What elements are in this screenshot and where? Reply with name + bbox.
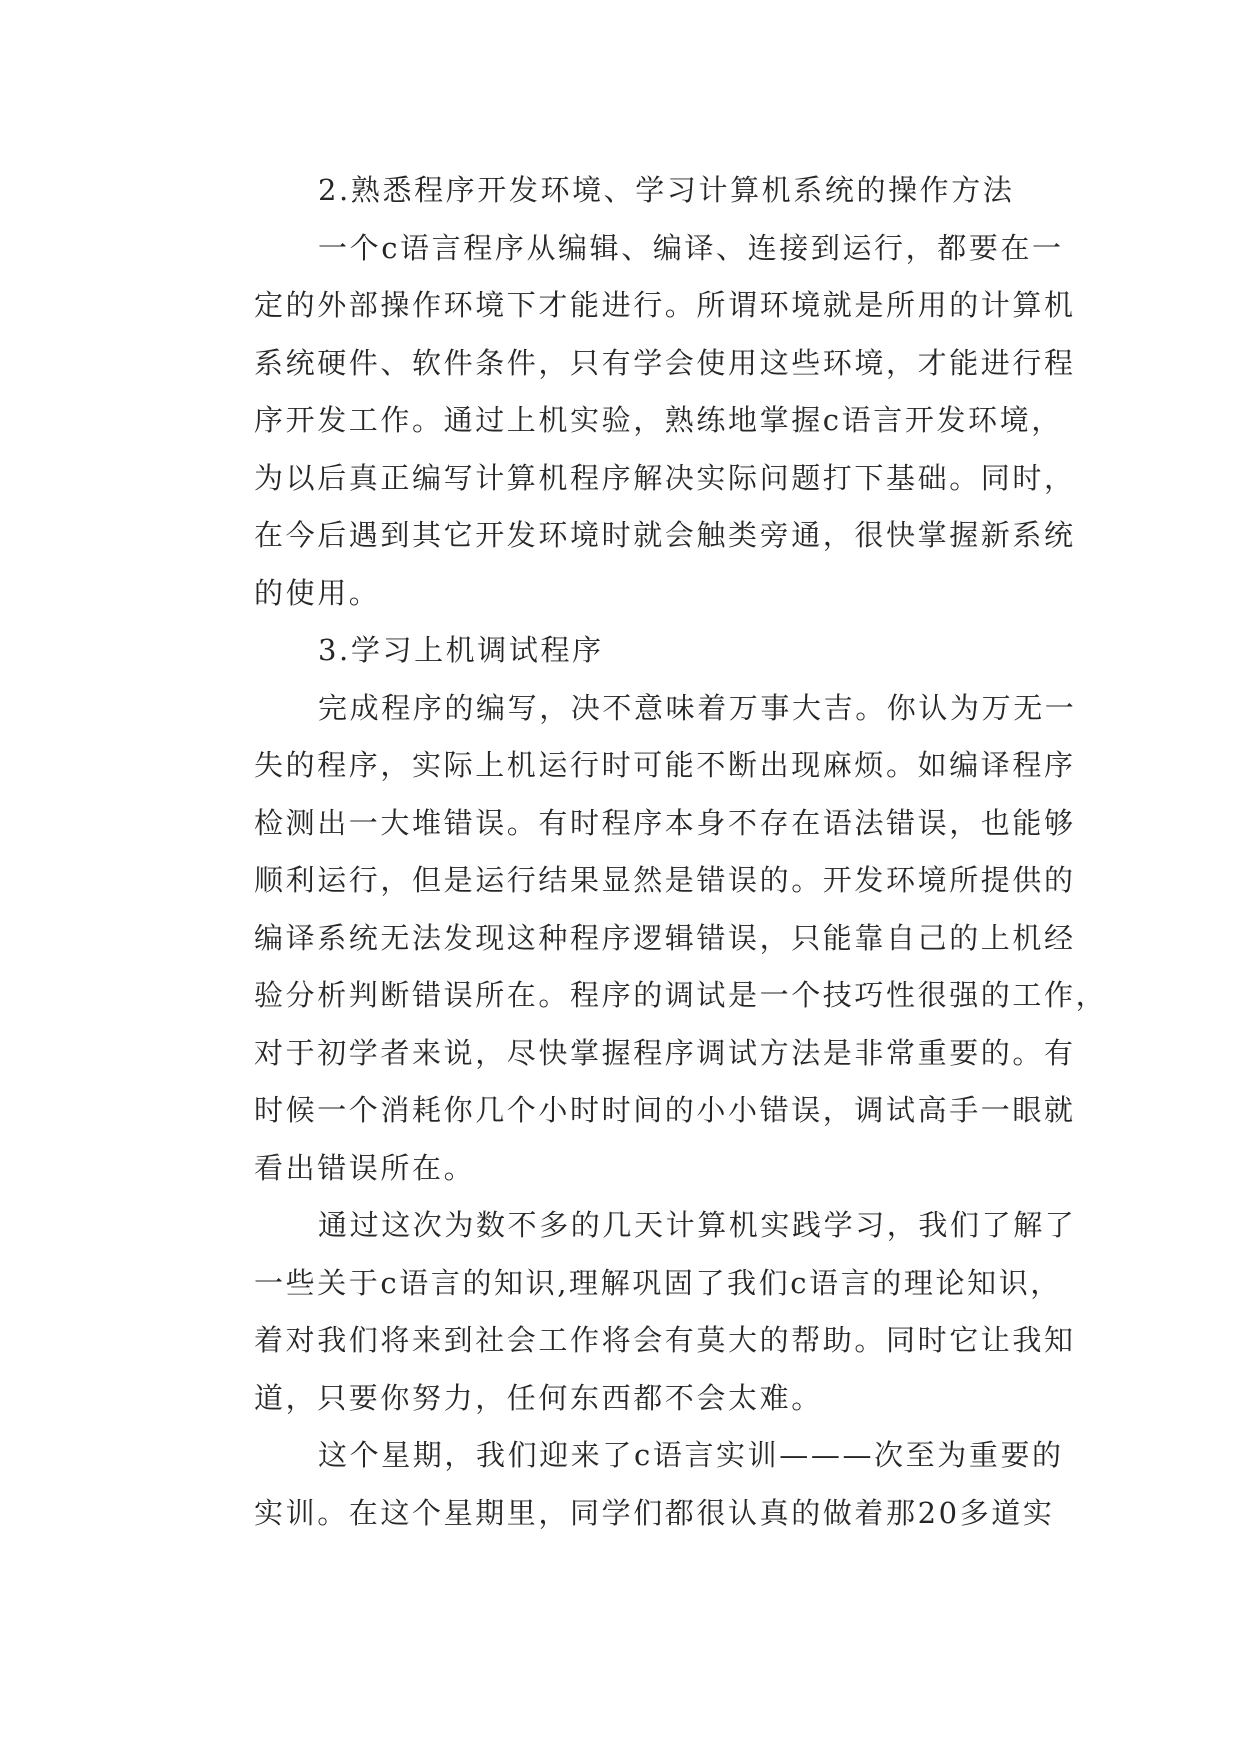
text-line: 着对我们将来到社会工作将会有莫大的帮助。同时它让我知 [254,1323,1076,1357]
paragraph-debugging [190,680,1108,1198]
text-line: 这个星期，我们迎来了c语言实训———次至为重要的 [318,1438,1064,1472]
text-line: 的使用。 [254,575,381,610]
text-line: 为以后真正编写计算机程序解决实际问题打下基础。同时， [254,460,1076,495]
text-line: 一些关于c语言的知识,理解巩固了我们c语言的理论知识， [254,1265,1062,1300]
text-line: 3.学习上机调试程序 [318,633,604,667]
text-line: 系统硬件、软件条件，只有学会使用这些环境，才能进行程 [254,345,1076,380]
text-line: 定的外部操作环境下才能进行。所谓环境就是所用的计算机 [254,288,1076,322]
text-line: 对于初学者来说，尽快掌握程序调试方法是非常重要的。有 [254,1035,1076,1070]
text-line: 道，只要你努力，任何东西都不会太难。 [254,1380,823,1415]
text-line: 通过这次为数不多的几天计算机实践学习，我们了解了 [318,1208,1077,1242]
text-line: 在今后遇到其它开发环境时就会触类旁通，很快掌握新系统 [254,518,1076,552]
paragraph-dev-environment [190,220,1076,623]
text-line: 时候一个消耗你几个小时时间的小小错误，调试高手一眼就 [254,1093,1076,1127]
text-line: 看出错误所在。 [254,1150,476,1185]
text-line: 实训。在这个星期里，同学们都很认真的做着那20多道实 [254,1495,1055,1530]
text-line: 顺利运行，但是运行结果显然是错误的。开发环境所提供的 [254,863,1076,897]
text-line: 编译系统无法发现这种程序逻辑错误，只能靠自己的上机经 [254,920,1076,955]
paragraph-summary [190,1197,1077,1427]
paragraph-heading-3 [190,622,1056,680]
text-line: 序开发工作。通过上机实验，熟练地掌握c语言开发环境， [254,403,1063,437]
text-line: 2.熟悉程序开发环境、学习计算机系统的操作方法 [318,173,1015,207]
text-line: 完成程序的编写，决不意味着万事大吉。你认为万无一 [318,690,1077,725]
text-line: 失的程序，实际上机运行时可能不断出现麻烦。如编译程序 [254,748,1076,782]
paragraph-training-week [190,1427,1064,1542]
paragraph-heading-2 [190,162,1056,220]
text-line: 检测出一大堆错误。有时程序本身不存在语法错误，也能够 [254,805,1076,840]
text-line: 验分析判断错误所在。程序的调试是一个技巧性很强的工作， [254,978,1108,1012]
document-body [190,162,1108,1542]
text-line: 一个c语言程序从编辑、编译、连接到运行，都要在一 [318,230,1064,265]
